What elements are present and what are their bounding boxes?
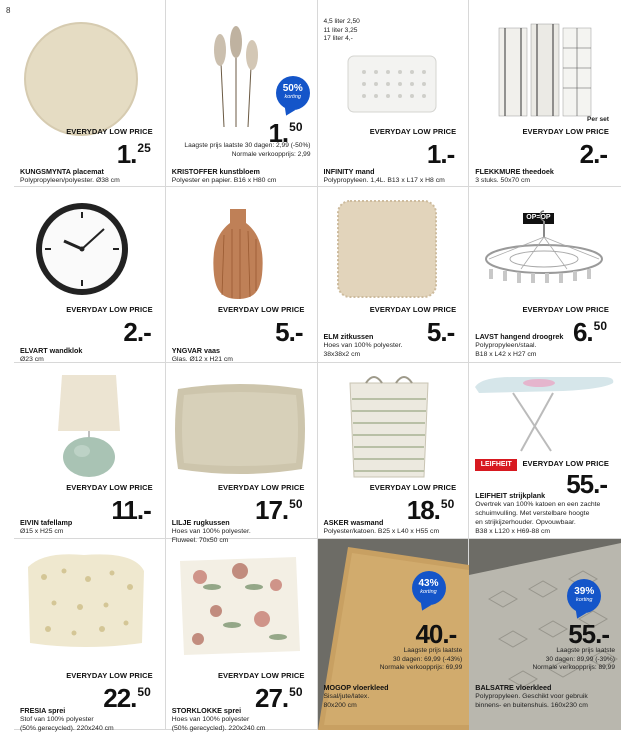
sale-tag: OP=OP bbox=[523, 213, 553, 224]
placemat-image bbox=[22, 20, 140, 138]
laundry-basket-image bbox=[344, 369, 434, 481]
product-card-flekkmure[interactable] bbox=[469, 0, 621, 187]
everyday-low-price-label: EVERYDAY LOW PRICE bbox=[522, 305, 609, 314]
price: 1.50 bbox=[268, 118, 303, 148]
price: 1.- bbox=[426, 139, 455, 169]
price-note: Laagste prijs laatste 30 dagen: 89,99 (-39%) Normale verkoopprijs: 89,99 bbox=[532, 647, 615, 671]
price: 55.- bbox=[568, 619, 609, 649]
product-name: ASKER wasmand bbox=[323, 518, 384, 527]
product-name: FRESIA sprei bbox=[20, 706, 66, 715]
everyday-low-price-label: EVERYDAY LOW PRICE bbox=[66, 483, 153, 492]
product-card-fresia[interactable] bbox=[14, 539, 166, 730]
product-desc: Polypropyleen/staal. B18 x L42 x H27 cm bbox=[475, 342, 537, 358]
product-name: INFINITY mand bbox=[323, 167, 375, 176]
product-card-asker[interactable] bbox=[318, 363, 470, 539]
price: 1.25 bbox=[116, 139, 151, 169]
everyday-low-price-label: EVERYDAY LOW PRICE bbox=[66, 671, 153, 680]
product-desc: Polypropyleen. 1,4L. B13 x L17 x H8 cm bbox=[323, 177, 445, 184]
product-desc: Hoes van 100% polyester. Fluweel. 70x50 cm bbox=[171, 528, 251, 544]
product-name: ELM zitkussen bbox=[323, 332, 374, 341]
product-name: BALSATRE vloerkleed bbox=[475, 683, 552, 692]
basket-image bbox=[346, 48, 438, 114]
price: 18.50 bbox=[406, 495, 455, 525]
brand-label: LEIFHEIT bbox=[480, 461, 512, 468]
product-card-kristoffer[interactable] bbox=[166, 0, 318, 187]
product-name: FLEKKMURE theedoek bbox=[475, 167, 554, 176]
product-card-lilje[interactable] bbox=[166, 363, 318, 544]
everyday-low-price-label: EVERYDAY LOW PRICE bbox=[369, 483, 457, 492]
table-lamp-image bbox=[54, 373, 124, 477]
product-desc: Sisal/jute/latex. 80x200 cm bbox=[323, 693, 370, 709]
product-card-storklokke[interactable] bbox=[166, 539, 318, 730]
price: 2.- bbox=[579, 139, 607, 169]
product-card-kungsmynta[interactable] bbox=[14, 0, 166, 187]
discount-badge: 43% korting bbox=[412, 571, 446, 605]
product-card-elvart[interactable] bbox=[14, 187, 166, 363]
product-name: ELVART wandklok bbox=[20, 346, 83, 355]
product-card-infinity[interactable] bbox=[318, 0, 470, 187]
product-desc: Hoes van 100% polyester (50% gerecycled). 220x240 cm bbox=[171, 716, 266, 732]
price: 6.50 bbox=[572, 317, 607, 347]
product-desc: Polypropyleen. Geschikt voor gebruik binnens- en buitenshuis. 160x230 cm bbox=[475, 693, 588, 709]
back-cushion-image bbox=[172, 381, 308, 477]
product-desc: 3 stuks. 50x70 cm bbox=[475, 177, 531, 184]
price-note: Laagste prijs laatste 30 dagen: 69,99 (-43%) Normale verkoopprijs: 69,99 bbox=[379, 647, 463, 671]
product-card-mogop[interactable] bbox=[318, 539, 470, 730]
product-card-eivin[interactable] bbox=[14, 363, 166, 539]
product-desc: Hoes van 100% polyester. 38x38x2 cm bbox=[323, 342, 403, 358]
product-name: LILJE rugkussen bbox=[171, 518, 230, 527]
product-card-leifheit[interactable] bbox=[469, 363, 621, 539]
product-desc: Ø15 x H25 cm bbox=[20, 528, 64, 535]
seat-cushion-image bbox=[332, 197, 442, 301]
product-name: STORKLOKKE sprei bbox=[171, 706, 242, 715]
price-note: Laagste prijs laatste 30 dagen: 2,99 (-50%) Normale verkoopprijs: 2,99 bbox=[184, 142, 311, 158]
size-price-list: 4,5 liter 2,50 11 liter 3,25 17 liter 4,- bbox=[323, 18, 360, 42]
everyday-low-price-label: EVERYDAY LOW PRICE bbox=[369, 127, 457, 136]
everyday-low-price-label: EVERYDAY LOW PRICE bbox=[522, 459, 609, 468]
product-name: YNGVAR vaas bbox=[171, 346, 220, 355]
product-desc: Ø23 cm bbox=[20, 356, 44, 363]
price: 22.50 bbox=[103, 683, 151, 713]
wall-clock-image bbox=[34, 201, 130, 297]
price: 17.50 bbox=[254, 495, 303, 525]
discount-badge: 39% korting bbox=[567, 579, 601, 613]
discount-badge: 50% korting bbox=[276, 76, 310, 110]
everyday-low-price-label: EVERYDAY LOW PRICE bbox=[66, 127, 153, 136]
price: 27.50 bbox=[254, 683, 303, 713]
everyday-low-price-label: EVERYDAY LOW PRICE bbox=[522, 127, 609, 136]
bedspread-image bbox=[24, 547, 148, 651]
artificial-flower-image bbox=[206, 22, 266, 132]
floral-bedspread-image bbox=[176, 547, 302, 659]
product-card-yngvar[interactable] bbox=[166, 187, 318, 363]
price: 11.- bbox=[111, 495, 151, 525]
product-name: KRISTOFFER kunstbloem bbox=[171, 167, 260, 176]
ironing-board-image bbox=[473, 373, 615, 453]
per-set-label: Per set bbox=[587, 116, 609, 123]
page-number: 8 bbox=[6, 6, 11, 15]
product-desc: Glas. Ø12 x H21 cm bbox=[171, 356, 233, 363]
product-desc: Polypropyleen/polyester. Ø38 cm bbox=[20, 177, 120, 184]
drying-rack-image bbox=[481, 207, 607, 303]
product-name: LAVST hangend droogrek bbox=[475, 332, 564, 341]
product-desc: Polyester/katoen. B25 x L40 x H55 cm bbox=[323, 528, 440, 535]
price: 5.- bbox=[275, 317, 303, 347]
price: 2.- bbox=[123, 317, 151, 347]
everyday-low-price-label: EVERYDAY LOW PRICE bbox=[217, 305, 305, 314]
everyday-low-price-label: EVERYDAY LOW PRICE bbox=[217, 483, 305, 492]
product-name: LEIFHEIT strijkplank bbox=[475, 491, 546, 500]
product-name: MOGOP vloerkleed bbox=[323, 683, 389, 692]
product-grid bbox=[14, 0, 621, 730]
price: 5.- bbox=[426, 317, 455, 347]
price: 55.- bbox=[566, 469, 607, 499]
everyday-low-price-label: EVERYDAY LOW PRICE bbox=[369, 305, 457, 314]
product-card-lavst[interactable] bbox=[469, 187, 621, 363]
vase-image bbox=[210, 205, 266, 301]
product-desc: Polyester en papier. B16 x H80 cm bbox=[171, 177, 277, 184]
product-desc: Stof van 100% polyester (50% gerecycled). 220x240 cm bbox=[20, 716, 114, 732]
tea-towel-image bbox=[495, 18, 595, 118]
product-name: EIVIN tafellamp bbox=[20, 518, 73, 527]
price: 40.- bbox=[415, 619, 457, 649]
product-name: KUNGSMYNTA placemat bbox=[20, 167, 104, 176]
product-desc: Overtrek van 100% katoen en een zachte schuimvulling. Met verstelbare hoogte en strijkijzerhouder. Opvouwbaar. B38 x L120 x H69-88 cm bbox=[475, 501, 601, 535]
everyday-low-price-label: EVERYDAY LOW PRICE bbox=[66, 305, 153, 314]
product-card-elm[interactable] bbox=[318, 187, 470, 363]
everyday-low-price-label: EVERYDAY LOW PRICE bbox=[217, 671, 305, 680]
product-card-balsatre[interactable] bbox=[469, 539, 621, 730]
